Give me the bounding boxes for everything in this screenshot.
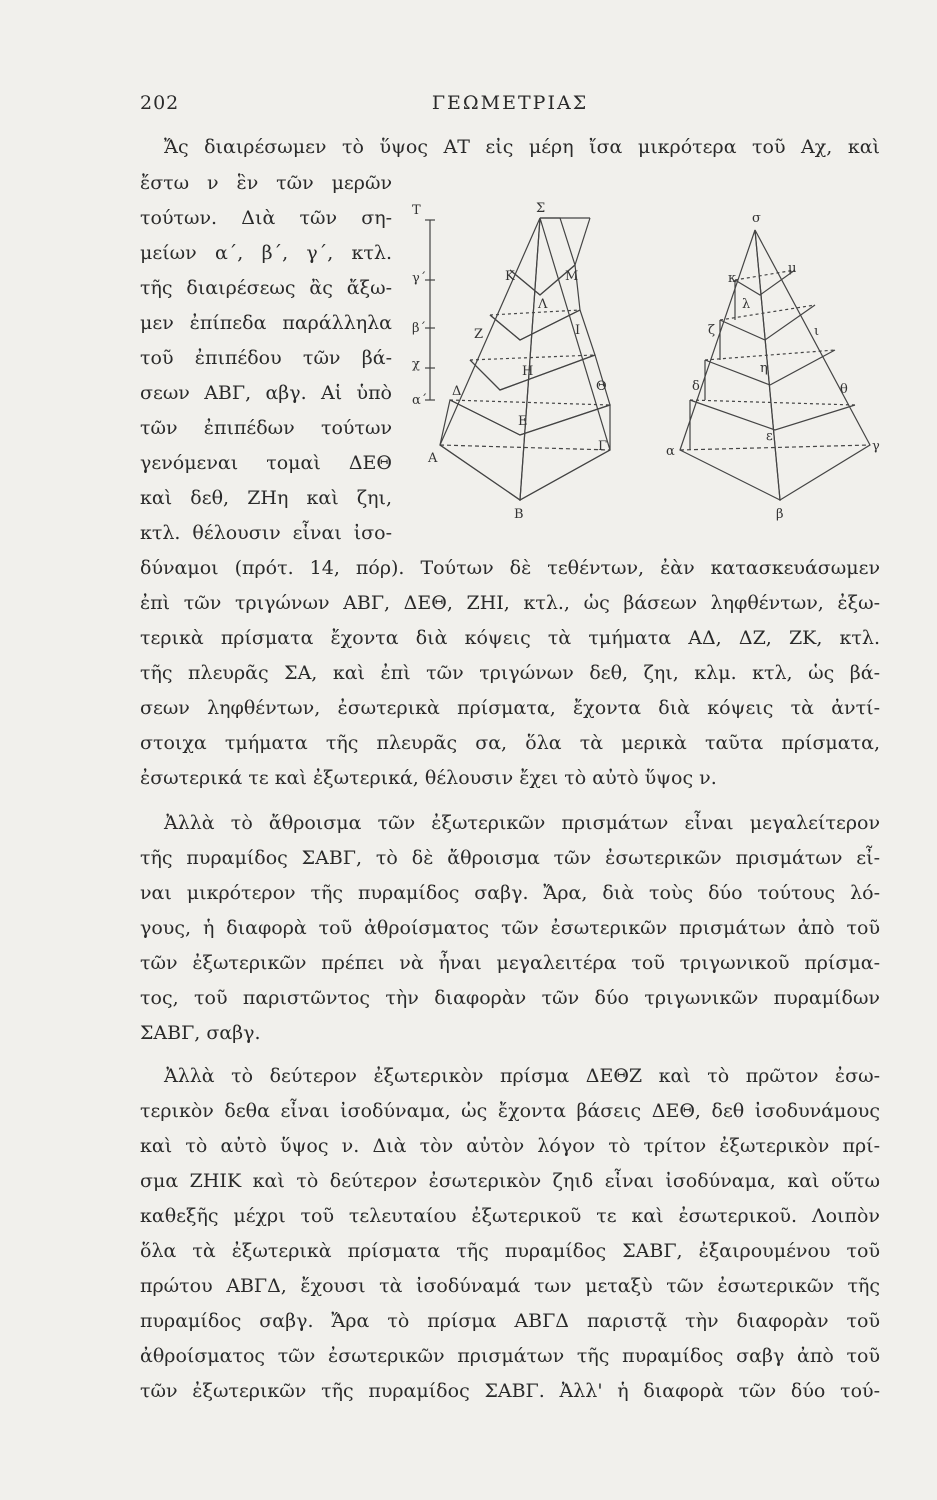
figure-label: α΄ bbox=[412, 393, 428, 408]
text-line: ἀθροίσματος τῶν ἐσωτερικῶν πρισμάτων τῆς πυραμίδος σαβγ ἀπὸ τοῦ bbox=[140, 1345, 880, 1367]
text-line: πρώτου ΑΒΓΔ, ἔχουσι τὰ ἰσοδύναμά των μεταξὺ τῶν ἐσωτερικῶν τῆς bbox=[140, 1275, 880, 1297]
figure-label: β΄ bbox=[412, 321, 427, 336]
text-line: μείων α΄, β΄, γ΄, κτλ. bbox=[140, 242, 392, 264]
text-line: Ἀλλὰ τὸ δεύτερον ἐξωτερικὸν πρίσμα ΔΕΘΖ καὶ τὸ πρῶτον ἐσω- bbox=[164, 1065, 880, 1087]
text-line: τος, τοῦ παριστῶντος τὴν διαφορὰν τῶν δύο τριγωνικῶν πυραμίδων bbox=[140, 987, 880, 1009]
text-line: τερικὸν δεθα εἶναι ἰσοδύναμα, ὡς ἔχοντα βάσεις ΔΕΘ, δεθ ἰσοδυνάμους bbox=[140, 1100, 880, 1122]
text-line: ἐσωτερικά τε καὶ ἐξωτερικά, θέλουσιν ἔχει τὸ αὐτὸ ὕψος ν. bbox=[140, 767, 717, 789]
figure-label: ι bbox=[814, 324, 820, 339]
text-line: σμα ΖΗΙΚ καὶ τὸ δεύτερον ἐσωτερικὸν ζηιδ εἶναι ἰσοδύναμα, καὶ οὕτω bbox=[140, 1170, 880, 1192]
text-line: τῶν ἐξωτερικῶν πρέπει νὰ ἦναι μεγαλειτέρα τοῦ τριγωνικοῦ πρίσμα- bbox=[140, 952, 880, 974]
figure-label: θ bbox=[840, 382, 848, 397]
text-line: Ἀλλὰ τὸ ἄθροισμα τῶν ἐξωτερικῶν πρισμάτων εἶναι μεγαλείτερον bbox=[164, 812, 880, 834]
figure-label: Α bbox=[428, 451, 438, 466]
text-line: γους, ἡ διαφορὰ τοῦ ἀθροίσματος τῶν ἐσωτερικῶν πρισμάτων ἀπὸ τοῦ bbox=[140, 917, 880, 939]
text-line: τῶν ἐπιπέδων τούτων bbox=[140, 417, 392, 439]
figure-label: Μ bbox=[565, 269, 579, 284]
text-line: γενόμεναι τομαὶ ΔΕΘ bbox=[140, 452, 392, 474]
figure-label: Γ bbox=[598, 439, 608, 454]
figure-label: α bbox=[666, 444, 675, 459]
figure-label: η bbox=[760, 361, 768, 376]
text-line: τερικὰ πρίσματα ἔχοντα διὰ κόψεις τὰ τμήματα ΑΔ, ΔΖ, ΖΚ, κτλ. bbox=[140, 627, 880, 649]
text-line: ΣΑΒΓ, σαβγ. bbox=[140, 1022, 261, 1044]
figure-label: χ bbox=[412, 357, 420, 372]
text-line: τούτων. Διὰ τῶν ση- bbox=[140, 207, 392, 229]
text-line: τῆς πυραμίδος ΣΑΒΓ, τὸ δὲ ἄθροισμα τῶν ἐσωτερικῶν πρισμάτων εἶ- bbox=[140, 847, 880, 869]
text-line: σεων ληφθέντων, ἐσωτερικὰ πρίσματα, ἔχοντα διὰ κόψεις τὰ ἀντί- bbox=[140, 697, 880, 719]
text-line: ἐπὶ τῶν τριγώνων ΑΒΓ, ΔΕΘ, ΖΗΙ, κτλ., ὡς βάσεων ληφθέντων, ἐξω- bbox=[140, 592, 880, 614]
text-line: τοῦ ἐπιπέδου τῶν βά- bbox=[140, 347, 392, 369]
text-line: στοιχα τμήματα τῆς πλευρᾶς σα, ὅλα τὰ μερικὰ ταῦτα πρίσματα, bbox=[140, 732, 880, 754]
figure-label: Τ bbox=[412, 203, 421, 218]
running-head: ΓΕΩΜΕΤΡΙΑΣ bbox=[431, 92, 589, 114]
text-line: τῶν ἐξωτερικῶν τῆς πυραμίδος ΣΑΒΓ. Ἀλλ' ἡ διαφορὰ τῶν δύο τού- bbox=[140, 1380, 880, 1402]
figure-label: ε bbox=[766, 429, 773, 444]
figure-label: σ bbox=[752, 211, 761, 226]
figure-label: κ bbox=[728, 271, 737, 286]
figure-label: Θ bbox=[596, 379, 607, 394]
figure-label: Δ bbox=[452, 384, 462, 399]
figure-label: λ bbox=[742, 297, 751, 312]
figure-label: Λ bbox=[538, 297, 548, 312]
figure-label: Σ bbox=[536, 201, 546, 216]
figure-label: μ bbox=[788, 261, 797, 276]
left-pyramid bbox=[440, 218, 610, 500]
figure-label: Ι bbox=[575, 323, 581, 338]
text-line: σεων ΑΒΓ, αβγ. Αἱ ὑπὸ bbox=[140, 382, 392, 404]
text-line: μεν ἐπίπεδα παράλληλα bbox=[140, 312, 392, 334]
figure-label: δ bbox=[692, 379, 700, 394]
pyramid-figure bbox=[410, 200, 890, 530]
right-pyramid bbox=[680, 230, 870, 500]
figure-label: ζ bbox=[708, 323, 716, 338]
text-line: κτλ. θέλουσιν εἶναι ἰσο- bbox=[140, 522, 392, 544]
figure-label: γ΄ bbox=[412, 271, 427, 286]
text-line: τῆς πλευρᾶς ΣΑ, καὶ ἐπὶ τῶν τριγώνων δεθ, ζηι, κλμ. κτλ, ὡς βά- bbox=[140, 662, 880, 684]
figure-label: Β bbox=[514, 507, 524, 522]
figure-label: Η bbox=[522, 364, 534, 379]
text-line: δύναμοι (πρότ. 14, πόρ). Τούτων δὲ τεθέντων, ἐὰν κατασκευάσωμεν bbox=[140, 557, 880, 579]
text-line: Ἄς διαιρέσωμεν τὸ ὕψος ΑΤ εἰς μέρη ἴσα μικρότερα τοῦ Αχ, καὶ bbox=[164, 136, 880, 158]
text-line: ὅλα τὰ ἐξωτερικὰ πρίσματα τῆς πυραμίδος ΣΑΒΓ, ἐξαιρουμένου τοῦ bbox=[140, 1240, 880, 1262]
text-line: καθεξῆς μέχρι τοῦ τελευταίου ἐξωτερικοῦ τε καὶ ἐσωτερικοῦ. Λοιπὸν bbox=[140, 1205, 880, 1227]
text-line: ναι μικρότερον τῆς πυραμίδος σαβγ. Ἄρα, διὰ τοὺς δύο τούτους λό- bbox=[140, 882, 880, 904]
figure-label: γ bbox=[872, 439, 880, 454]
text-line: πυραμίδος σαβγ. Ἄρα τὸ πρίσμα ΑΒΓΔ παριστᾷ τὴν διαφορὰν τοῦ bbox=[140, 1310, 880, 1332]
figure-label: Ε bbox=[518, 414, 528, 429]
text-line: καὶ τὸ αὐτὸ ὕψος ν. Διὰ τὸν αὐτὸν λόγον τὸ τρίτον ἐξωτερικὸν πρί- bbox=[140, 1135, 880, 1157]
text-line: καὶ δεθ, ΖΗη καὶ ζηι, bbox=[140, 487, 392, 509]
text-line: τῆς διαιρέσεως ἂς ἄξω- bbox=[140, 277, 392, 299]
figure-label: Κ bbox=[505, 269, 515, 284]
figure-label: Ζ bbox=[474, 327, 484, 342]
text-line: ἔστω ν ἓν τῶν μερῶν bbox=[140, 172, 392, 194]
figure-label: β bbox=[776, 507, 784, 522]
page-number: 202 bbox=[140, 92, 180, 114]
page-header bbox=[140, 92, 880, 122]
